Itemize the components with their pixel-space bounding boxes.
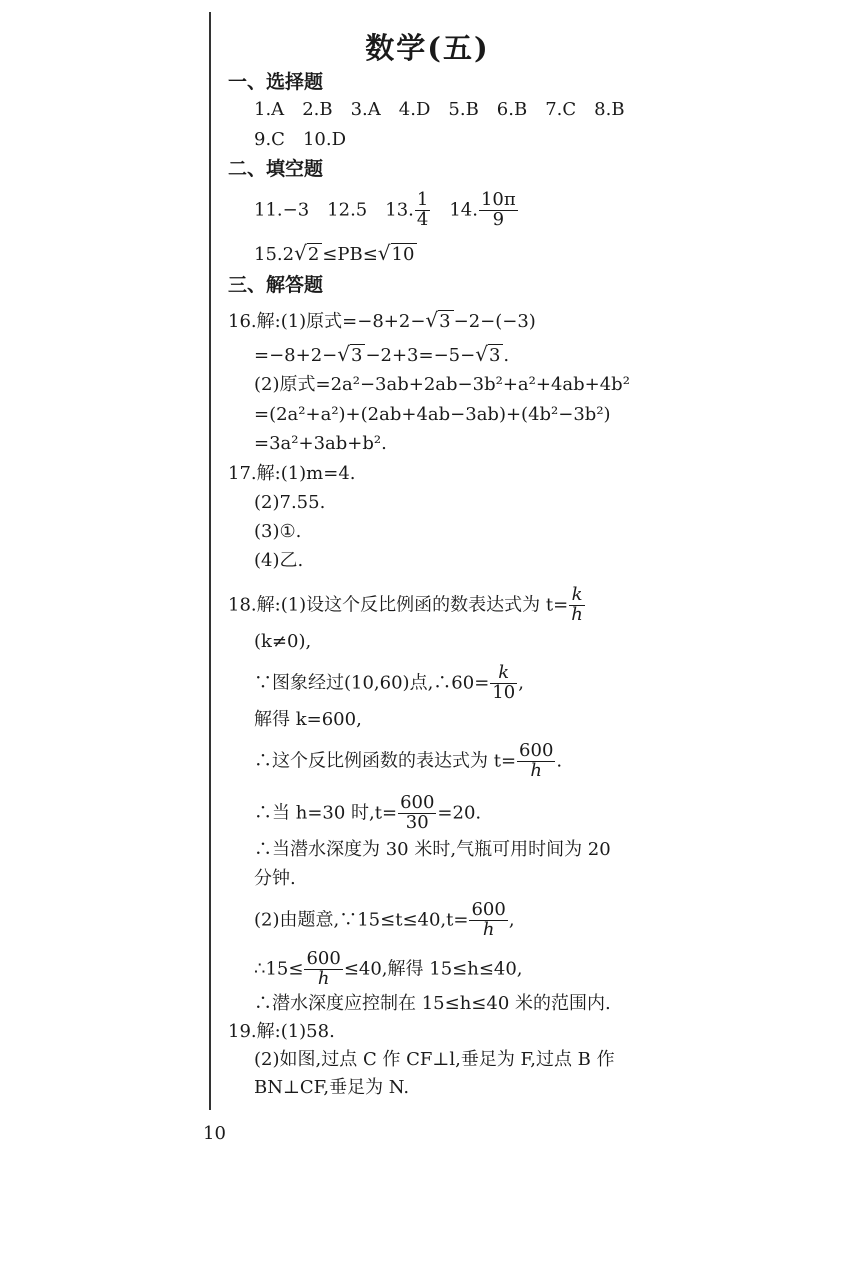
- fraction: $\frac{600}{h}$: [519, 740, 554, 781]
- page-title: 数学(五): [365, 31, 490, 65]
- q18-line6: ∴当 h=30 时,t= $\frac{600}{30}$ =20.: [254, 792, 482, 833]
- section-answer-heading: 三、解答题: [228, 274, 324, 296]
- section-choice-heading: 一、选择题: [228, 71, 324, 93]
- page-number: 10: [203, 1123, 226, 1144]
- sqrt-expression: √3: [337, 345, 365, 366]
- fill-answers-row1: 11.−3 12.5 13. $\frac{1}{4}$ 14. $\frac{10\pi}{9}$: [254, 189, 516, 230]
- sqrt-expression: √3: [425, 311, 453, 332]
- q18-line3: ∵图象经过(10,60)点,∴60= $\frac{k}{10}$ ,: [254, 662, 524, 703]
- fill-answer-q15: 15.2√2 ≤PB≤√10: [254, 241, 417, 267]
- sqrt-expression: √2: [294, 244, 322, 265]
- q16-line1: 16.解:(1)原式=−8+2−√3 −2−(−3): [228, 308, 536, 332]
- q18-line9: (2)由题意,∵15≤t≤40,t= $\frac{600}{h}$ ,: [254, 899, 515, 940]
- sqrt-expression: √10: [378, 244, 418, 265]
- q16-line5: =3a²+3ab+b².: [254, 433, 387, 454]
- fraction: $\frac{10\pi}{9}$: [480, 189, 516, 230]
- q18-line11: ∴潜水深度应控制在 15≤h≤40 米的范围内.: [254, 993, 611, 1014]
- q17-line3: (3)①.: [254, 521, 302, 542]
- q17-line1: 17.解:(1)m=4.: [228, 463, 356, 484]
- q18-line8: 分钟.: [254, 868, 296, 889]
- q16-line2: =−8+2−√3 −2+3=−5−√3 .: [254, 342, 510, 366]
- q19-line3: BN⊥CF,垂足为 N.: [254, 1077, 410, 1098]
- section-fill-heading: 二、填空题: [228, 158, 324, 180]
- q18-line5: ∴这个反比例函数的表达式为 t= $\frac{600}{h}$ .: [254, 740, 563, 781]
- q16-line4: =(2a²+a²)+(2ab+4ab−3ab)+(4b²−3b²): [254, 404, 611, 425]
- fraction: $\frac{k}{10}$: [492, 662, 516, 703]
- q16-line3: (2)原式=2a²−3ab+2ab−3b²+a²+4ab+4b²: [254, 374, 630, 395]
- fraction: $\frac{600}{h}$: [471, 899, 506, 940]
- choice-answers-row1: 1.A 2.B 3.A 4.D 5.B 6.B 7.C 8.B: [254, 99, 625, 120]
- fraction: $\frac{600}{30}$: [400, 792, 435, 833]
- choice-answers-row2: 9.C 10.D: [254, 129, 347, 150]
- fraction: $\frac{1}{4}$: [416, 189, 429, 230]
- q17-line2: (2)7.55.: [254, 492, 326, 513]
- fraction: $\frac{k}{h}$: [571, 584, 583, 625]
- q19-line1: 19.解:(1)58.: [228, 1021, 335, 1042]
- q18-line4: 解得 k=600,: [254, 709, 362, 730]
- fraction: $\frac{600}{h}$: [306, 948, 341, 989]
- margin-rule: [209, 12, 211, 1110]
- sqrt-expression: √3: [475, 345, 503, 366]
- q18-line7: ∴当潜水深度为 30 米时,气瓶可用时间为 20: [254, 839, 611, 860]
- q18-line1: 18.解:(1)设这个反比例函的数表达式为 t= $\frac{k}{h}$: [228, 584, 583, 625]
- q17-line4: (4)乙.: [254, 550, 304, 571]
- q18-line2: (k≠0),: [254, 631, 312, 652]
- q19-line2: (2)如图,过点 C 作 CF⊥l,垂足为 F,过点 B 作: [254, 1049, 615, 1070]
- q18-line10: ∴15≤ $\frac{600}{h}$ ≤40,解得 15≤h≤40,: [254, 948, 523, 989]
